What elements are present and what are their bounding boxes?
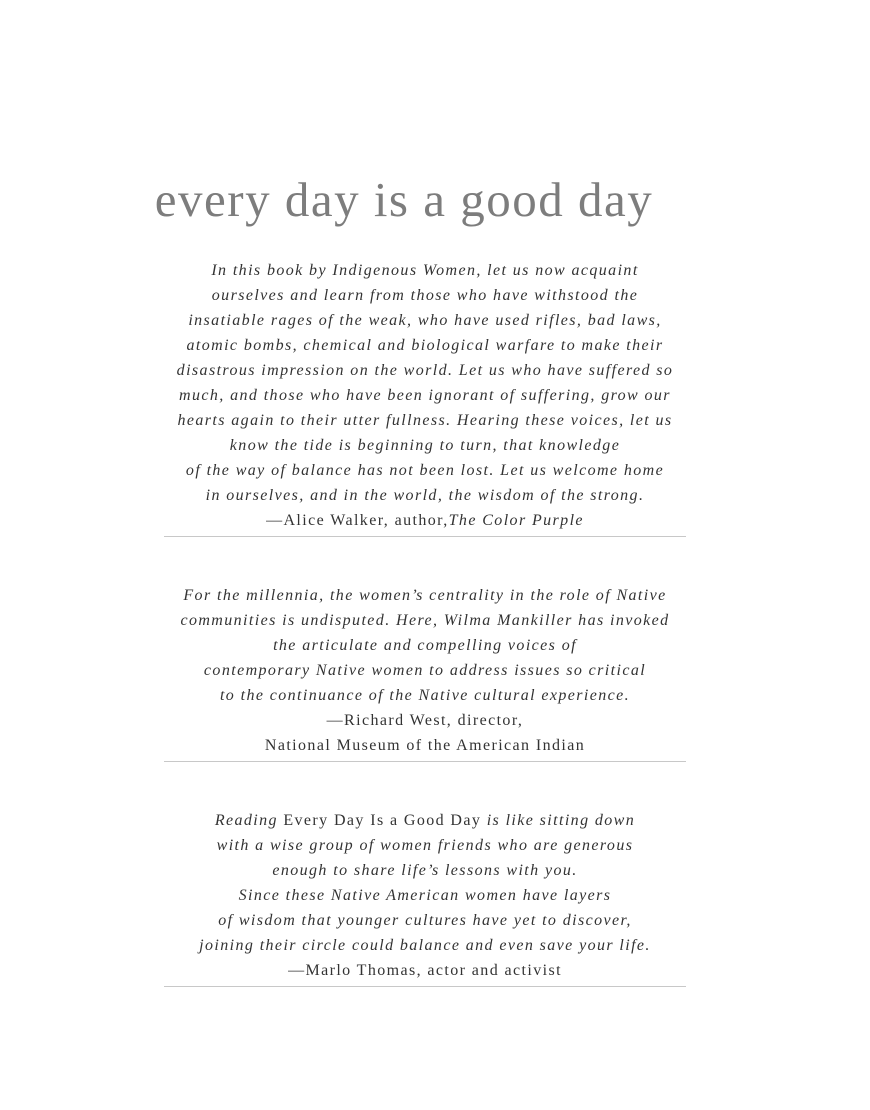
attribution: —Marlo Thomas, actor and activist [288,962,562,979]
quote-line: ourselves and learn from those who have withstood the [211,287,639,304]
quote-line: the articulate and compelling voices of [273,637,577,654]
quote-line: contemporary Native women to address issues so critical [203,662,647,679]
quote-line: communities is undisputed. Here, Wilma Mankiller has invoked [180,612,670,629]
attribution-affiliation: National Museum of the American Indian [264,737,586,754]
attribution-work: The Color Purple [448,512,584,529]
quote-line: In this book by Indigenous Women, let us now acquaint [211,262,639,279]
attribution: —Richard West, director, [326,712,524,729]
quote-line: to the continuance of the Native cultural experience. [219,687,631,704]
quote-line: Since these Native American women have layers [238,887,612,904]
quote-line: atomic bombs, chemical and biological warfare to make their [186,337,664,354]
quote-line: For the millennia, the women’s centrality in the role of Native [183,587,667,604]
quote-line: hearts again to their utter fullness. Hearing these voices, let us [177,412,673,429]
blurb-richard-west [164,583,686,762]
quote-fragment: is like sitting down [481,812,636,829]
attribution [164,508,686,533]
quote-line: disastrous impression on the world. Let us who have suffered so [176,362,674,379]
quote-line: much, and those who have been ignorant of suffering, grow our [179,387,671,404]
quote-line [164,808,686,833]
book-title: Every Day Is a Good Day [283,812,482,829]
quote-line: know the tide is beginning to turn, that knowledge [229,437,621,454]
page-title: every day is a good day [154,172,654,227]
quote-line: with a wise group of women friends who are generous [216,837,634,854]
attribution-name: —Alice Walker, author, [266,512,449,529]
quote-fragment: Reading [214,812,284,829]
quote-line: of the way of balance has not been lost. Let us welcome home [185,462,665,479]
quote-line: joining their circle could balance and even save your life. [199,937,651,954]
quote-line: in ourselves, and in the world, the wisdom of the strong. [205,487,645,504]
quote-line: of wisdom that younger cultures have yet to discover, [218,912,632,929]
quote-line: insatiable rages of the weak, who have used rifles, bad laws, [188,312,662,329]
quote-line: enough to share life’s lessons with you. [272,862,578,879]
blurb-alice-walker [164,258,686,537]
blurb-marlo-thomas [164,808,686,987]
